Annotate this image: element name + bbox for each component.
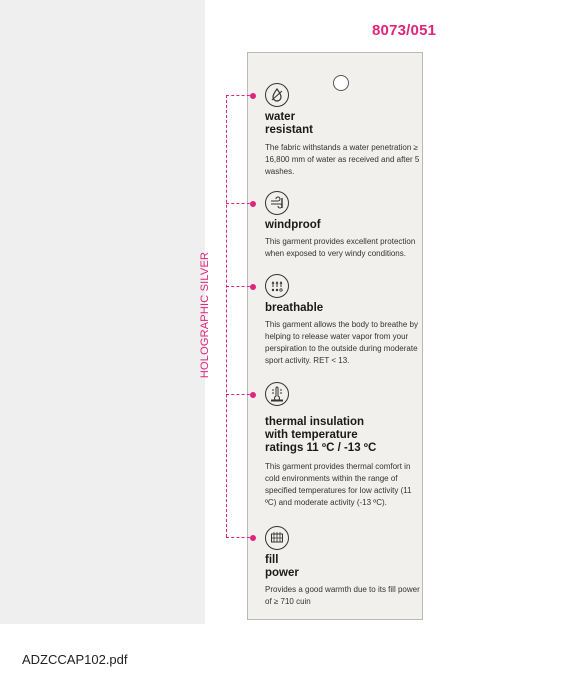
product-code: 8073/051 <box>372 22 437 39</box>
feature-description: The fabric withstands a water penetration ≥ 16,800 mm of water as received and after 5 washes. <box>265 143 420 176</box>
feature-description: This garment allows the body to breathe by helping to release water vapor from your perspiration to the outside during moderate sport activity. RET < 13. <box>265 320 418 365</box>
feature-title: windproof <box>265 219 321 231</box>
leader-dot <box>250 392 256 398</box>
leader-line-vertical <box>226 95 227 537</box>
feature-title: water resistant <box>265 111 313 136</box>
wind-icon <box>265 191 289 215</box>
thermometer-icon <box>265 382 289 406</box>
file-name[interactable]: ADZCCAP102.pdf <box>22 652 128 667</box>
leader-dot <box>250 535 256 541</box>
leader-dot <box>250 201 256 207</box>
leader-dot <box>250 93 256 99</box>
leader-dot <box>250 284 256 290</box>
color-label-vertical: HOLOGRAPHIC SILVER <box>199 251 211 379</box>
feature-title: breathable <box>265 302 324 314</box>
feature-description: This garment provides excellent protection when exposed to very windy conditions. <box>265 237 416 258</box>
breathable-icon <box>265 274 289 298</box>
feature-description: This garment provides thermal comfort in cold environments within the range of specified temperatures for low activity (11 ºC) and moderate activity (-13 ºC). <box>265 462 412 507</box>
tag-hole <box>333 75 349 91</box>
left-margin-panel <box>0 0 205 624</box>
fill-power-icon <box>265 526 289 550</box>
feature-title: thermal insulation with temperature ratings 11 ºC / -13 ºC <box>265 416 377 454</box>
feature-description: Provides a good warmth due to its fill power of ≥ 710 cuin <box>265 585 420 606</box>
feature-title: fill power <box>265 554 299 579</box>
water-drop-icon <box>265 83 289 107</box>
